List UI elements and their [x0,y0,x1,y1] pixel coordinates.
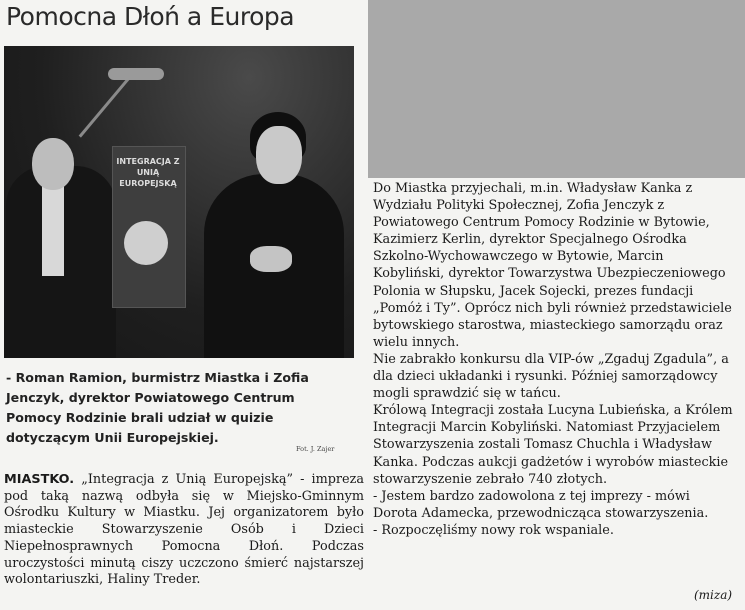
microphone [108,68,164,80]
body-paragraph: - Jestem bardzo zadowolona z tej imprezy - mówi Dorota Adamecka, przewodnicząca stowarzyszenia. [373,488,709,521]
body-paragraph: Nie zabrakło konkursu dla VIP-ów „Zgaduj Zgadula”, a dla dzieci układanki i rysunki. Później samorządowcy mogli sprawdzić się w tańcu. [373,351,729,402]
article-body-left [4,472,364,589]
author-signature: (miza) [694,588,733,602]
photo-credit: Fot. J. Zajer [296,445,335,453]
banner-text: INTEGRACJA Z UNIĄ EUROPEJSKĄ [116,157,180,188]
photo-caption: - Roman Ramion, burmistrz Miastka i Zofia Jenczyk, dyrektor Powiatowego Centrum Pomocy Rodzinie brali udział w quizie dotyczącym Unii Europejskiej. [6,370,309,445]
banner-logo [124,221,168,265]
body-paragraph: Do Miastka przyjechali, m.in. Władysław Kanka z Wydziału Polityki Społecznej, Zofia Jenczyk z Powiatowego Centrum Pomocy Rodzinie w Bytowie, Kazimierz Kerlin, dyrektor Specjalnego Ośrodka Szkolno-Wychowawczego w Bytowie, Marcin Kobyliński, dyrektor Towarzystwa Ubezpieczeniowego Polonia w Słupsku, Jacek Sojecki, prezes fundacji „Pomóż i Ty”. Oprócz nich byli również przedstawiciele bytowskiego starostwa, miasteckiego samorządu oraz wielu innych. [373,181,732,350]
article-photo [4,46,354,358]
body-paragraph: Królową Integracji została Lucyna Lubieńska, a Królem Integracji Marcin Kobyliński. Natomiast Przyjacielem Stowarzyszenia zostali Tomasz Chuchla i Władysław Kanka. Podczas aukcji gadżetów i wyrobów miasteckie stowarzyszenie zebrało 740 złotych. [373,403,733,487]
article-headline: Pomocna Dłoń a Europa [6,2,295,31]
gray-background-block [368,0,745,178]
body-paragraph: - Rozpoczęliśmy nowy rok wspaniale. [373,522,614,538]
article-dateline: MIASTKO. [4,472,75,487]
body-left-text: „Integracja z Unią Europejską” - impreza pod taką nazwą odbyła się w Miejsko-Gminnym Ośrodku Kultury w Miastku. Jej organizatorem było miasteckie Stowarzyszenie Osób i Dzieci Niepełnosprawnych Pomocna Dłoń. Podczas uroczystości minutą ciszy uczczono śmierć najstarszej wolontariuszki, Haliny Treder. [4,472,364,588]
article-body-right [373,180,737,539]
